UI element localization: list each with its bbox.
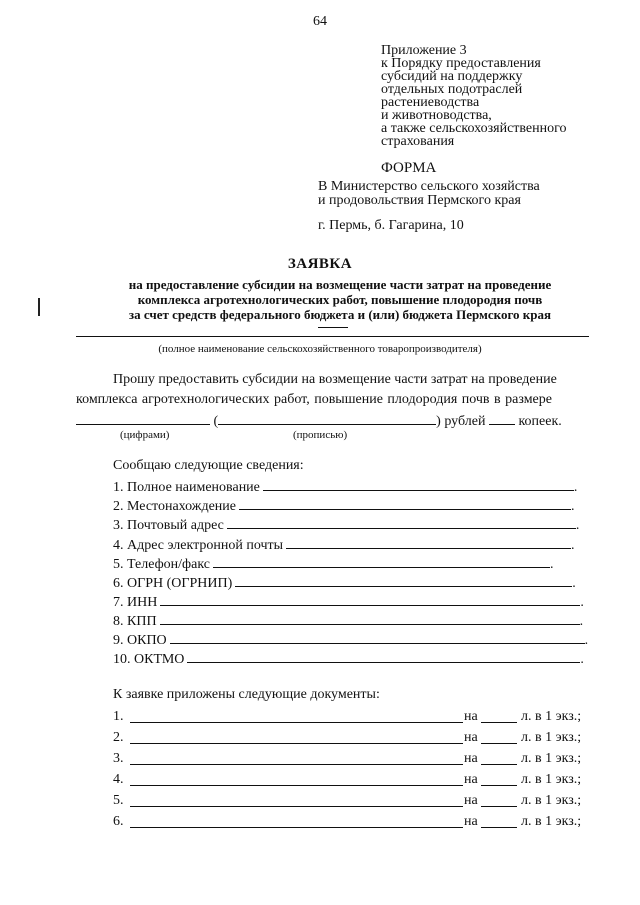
info-item-label: 5. Телефон/факс xyxy=(113,557,211,572)
info-item-end: . xyxy=(571,538,575,553)
info-item xyxy=(113,612,583,630)
document-number: 6. xyxy=(113,814,124,829)
info-heading: Сообщаю следующие сведения: xyxy=(113,458,304,473)
info-item-label: 1. Полное наименование xyxy=(113,480,260,495)
document-copies-label: л. в 1 экз.; xyxy=(521,772,582,787)
page-number: 64 xyxy=(313,14,327,29)
documents-heading: К заявке приложены следующие документы: xyxy=(113,687,380,702)
document-pages-field[interactable] xyxy=(481,785,517,786)
appendix-line: к Порядку предоставления xyxy=(381,56,541,71)
info-item-end: . xyxy=(579,614,584,629)
amount-digits-field[interactable] xyxy=(76,412,210,425)
amount-open-paren: ( xyxy=(213,414,219,429)
addressee-line: и продовольствия Пермского края xyxy=(318,193,521,208)
info-item-field[interactable] xyxy=(263,478,574,491)
amount-rub-label: ) рублей xyxy=(436,414,486,429)
margin-mark xyxy=(38,298,40,316)
info-item xyxy=(113,516,579,534)
subtitle-line: комплекса агротехнологических работ, повышение плодородия почв xyxy=(137,292,543,307)
request-line-2: комплекса агротехнологических работ, повышение плодородия почв в размере xyxy=(76,392,552,407)
document-pages-field[interactable] xyxy=(481,806,517,807)
request-line-1: Прошу предоставить субсидии на возмещение части затрат на проведение xyxy=(113,372,557,387)
info-item xyxy=(113,555,554,573)
info-item-field[interactable] xyxy=(187,650,580,663)
info-item-end: . xyxy=(575,518,580,533)
info-item-field[interactable] xyxy=(213,555,550,568)
info-item-field[interactable] xyxy=(235,574,572,587)
info-item-end: . xyxy=(580,595,584,610)
info-item-end: . xyxy=(573,480,578,495)
document-na-label: на xyxy=(464,751,478,766)
document-copies-label: л. в 1 экз.; xyxy=(521,793,582,808)
subtitle-line: на предоставление субсидии на возмещение части затрат на проведение xyxy=(128,277,552,292)
document-number: 1. xyxy=(113,709,124,724)
amount-kop-field[interactable] xyxy=(489,412,515,425)
document-number: 2. xyxy=(113,730,124,745)
info-item-field[interactable] xyxy=(286,536,571,549)
addressee-block xyxy=(318,180,540,208)
info-item-label: 8. КПП xyxy=(113,614,157,629)
caption-digits: (цифрами) xyxy=(120,429,170,441)
addressee-city: г. Пермь, б. Гагарина, 10 xyxy=(318,218,464,233)
form-label: ФОРМА xyxy=(381,160,437,176)
document-subtitle xyxy=(70,277,610,322)
document-na-label: на xyxy=(464,772,478,787)
document-name-field[interactable] xyxy=(130,827,463,828)
info-item-end: . xyxy=(572,576,576,591)
document-name-field[interactable] xyxy=(130,785,463,786)
document-na-label: на xyxy=(464,730,478,745)
info-item xyxy=(113,536,575,554)
document-number: 4. xyxy=(113,772,124,787)
document-title: ЗАЯВКА xyxy=(287,256,353,272)
addressee-line: В Министерство сельского хозяйства xyxy=(318,179,540,194)
info-item-field[interactable] xyxy=(170,631,585,644)
document-pages-field[interactable] xyxy=(481,722,517,723)
appendix-line: страхования xyxy=(381,134,455,149)
document-na-label: на xyxy=(464,793,478,808)
info-item-end: . xyxy=(571,499,575,514)
info-item-label: 7. ИНН xyxy=(113,595,158,610)
info-item xyxy=(113,631,588,649)
document-copies-label: л. в 1 экз.; xyxy=(521,730,582,745)
info-item-field[interactable] xyxy=(239,497,571,510)
info-item-end: . xyxy=(584,633,589,648)
caption-words: (прописью) xyxy=(293,429,348,441)
info-item-label: 4. Адрес электронной почты xyxy=(113,538,284,553)
title-underline xyxy=(318,327,348,328)
info-item-end: . xyxy=(550,557,554,572)
info-item-label: 10. ОКТМО xyxy=(113,652,185,667)
info-item xyxy=(113,574,576,592)
document-name-field[interactable] xyxy=(130,722,463,723)
document-name-field[interactable] xyxy=(130,764,463,765)
info-item-label: 6. ОГРН (ОГРНИП) xyxy=(113,576,233,591)
info-item-end: . xyxy=(580,652,584,667)
document-na-label: на xyxy=(464,814,478,829)
info-item-label: 2. Местонахождение xyxy=(113,499,237,514)
info-item-label: 3. Почтовый адрес xyxy=(113,518,224,533)
document-na-label: на xyxy=(464,709,478,724)
appendix-line: отдельных подотраслей xyxy=(381,82,523,97)
info-item-field[interactable] xyxy=(160,593,580,606)
appendix-block xyxy=(381,44,567,148)
appendix-line: и животноводства, xyxy=(381,108,492,123)
document-number: 5. xyxy=(113,793,124,808)
document-copies-label: л. в 1 экз.; xyxy=(521,709,582,724)
amount-kop-label: копеек. xyxy=(518,414,562,429)
info-item-field[interactable] xyxy=(160,612,580,625)
appendix-line: субсидий на поддержку xyxy=(381,69,523,84)
subtitle-line: за счет средств федерального бюджета и (или) бюджета Пермского края xyxy=(128,307,552,322)
document-pages-field[interactable] xyxy=(481,827,517,828)
document-copies-label: л. в 1 экз.; xyxy=(521,814,582,829)
document-copies-label: л. в 1 экз.; xyxy=(521,751,582,766)
info-item xyxy=(113,593,584,611)
document-pages-field[interactable] xyxy=(481,764,517,765)
info-item-label: 9. ОКПО xyxy=(113,633,167,648)
info-item-field[interactable] xyxy=(227,516,576,529)
info-item xyxy=(113,650,584,668)
amount-row xyxy=(76,412,562,430)
appendix-line: а также сельскохозяйственного xyxy=(381,121,567,136)
document-name-field[interactable] xyxy=(130,743,463,744)
document-name-field[interactable] xyxy=(130,806,463,807)
info-item xyxy=(113,497,575,515)
appendix-line: растениеводства xyxy=(381,95,480,110)
document-number: 3. xyxy=(113,751,124,766)
amount-words-field[interactable] xyxy=(218,412,436,425)
info-item xyxy=(113,478,577,496)
fullname-caption: (полное наименование сельскохозяйственного товаропроизводителя) xyxy=(158,343,482,355)
appendix-line: Приложение 3 xyxy=(381,43,467,58)
fullname-field[interactable] xyxy=(76,336,589,337)
document-pages-field[interactable] xyxy=(481,743,517,744)
